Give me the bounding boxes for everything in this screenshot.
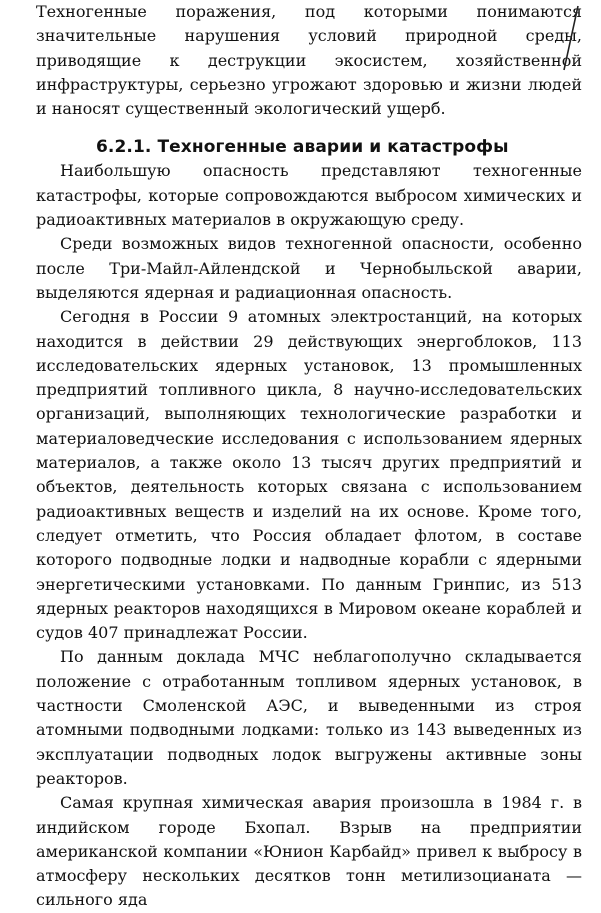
paragraph-5: Самая крупная химическая авария произошла в 1984 г. в индийском городе Бхопал. Взрыв на предприятии американской компании «Юнион Карбайд» привел к выбросу в атмосферу нескольких десятков тонн метилизоцианата — сильного яда	[36, 793, 582, 910]
paragraph-4: По данным доклада МЧС неблагополучно складывается положение с отработанным топливом ядерных установок, в частности Смоленской АЭС, и выведенными из строя атомными подводными лодками: только из 143 выведенных из эксплуатации подводных лодок выгружены активные зоны реакторов.	[36, 647, 582, 788]
paragraph-1: Наибольшую опасность представляют техногенные катастрофы, которые сопровождаются выбросом химических и радиоактивных материалов в окружающую среду.	[36, 161, 582, 230]
pen-mark-icon	[556, 4, 586, 74]
document-page	[36, 0, 582, 913]
intro-paragraph: Техногенные поражения, под которыми понимаются значительные нарушения условий природной среды, приводящие к деструкции экосистем, хозяйственной инфраструктуры, серьезно угрожают здоровью и жизни людей и наносят существенный экологический ущерб.	[36, 2, 582, 119]
section-heading: 6.2.1. Техногенные аварии и катастрофы	[96, 137, 509, 158]
paragraph-3: Сегодня в России 9 атомных электростанций, на которых находится в действии 29 действующих энергоблоков, 113 исследовательских ядерных установок, 13 промышленных предприятий топливного цикла, 8 научно-исследовательских организаций, выполняющих технологические разработки и материаловедческие исследования с использованием ядерных материалов, а также около 13 тысяч других предприятий и объектов, деятельность которых связана с использованием радиоактивных веществ и изделий на их основе. Кроме того, следует отметить, что Россия обладает флотом, в составе которого подводные лодки и надводные корабли с ядерными энергетическими установками. По данным Гринпис, из 513 ядерных реакторов находящихся в Мировом океане кораблей и судов 407 принадлежат России.	[36, 307, 582, 643]
paragraph-2: Среди возможных видов техногенной опасности, особенно после Три-Майл-Айлендской и Чернобыльской аварии, выделяются ядерная и радиационная опасность.	[36, 234, 582, 302]
